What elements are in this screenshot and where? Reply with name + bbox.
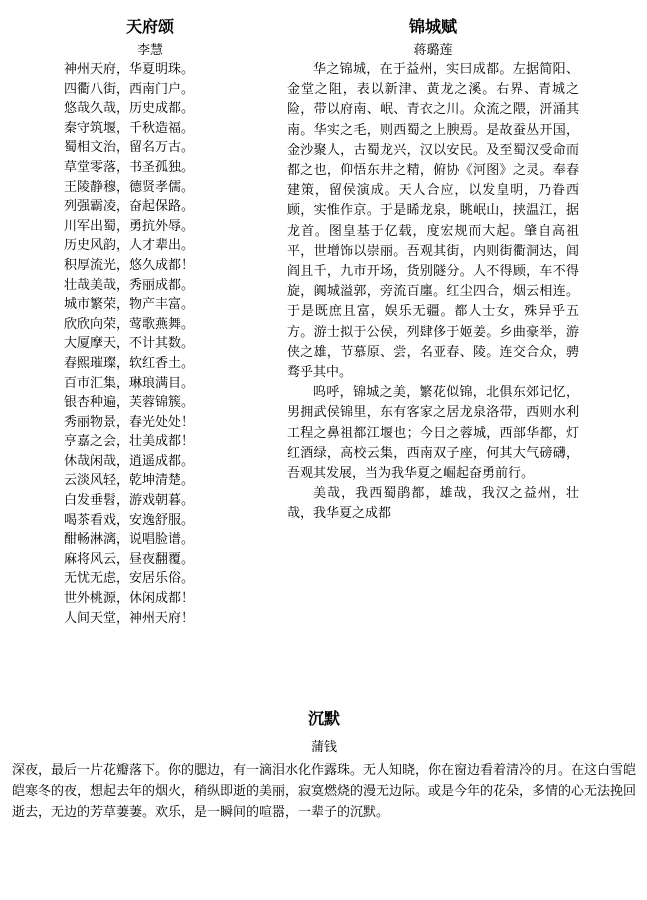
poem-line: 麻将风云，昼夜翻覆。 [64, 551, 195, 567]
poem-author: 蒋璐莲 [413, 43, 453, 58]
poem-tianfu [58, 16, 248, 628]
poem-line: 喝茶看戏，安逸舒服。 [64, 512, 195, 528]
poem-paragraph: 呜呼，锦城之美，繁花似锦，北俱东郊记忆，男拥武侯锦里，东有客家之居龙泉洛带，西则水利工程之鼻祖都江堰也；今日之蓉城，西部华都，灯红酒绿，高校云集，西南双子座，何其大气磅礴，吾观其发展，当为我华夏之崛起奋勇前行。 [287, 385, 579, 482]
poem-jincheng [287, 16, 579, 525]
poem-line: 蜀相文治，留名万古。 [64, 140, 195, 156]
poem-line: 休哉闲哉，逍遥成都。 [64, 453, 195, 469]
poem-line: 酣畅淋漓，说唱脸谱。 [64, 532, 195, 548]
prose-chenmo [12, 708, 636, 823]
poem-title: 天府颂 [125, 17, 174, 36]
poem-line: 四衢八街，西南门户。 [64, 81, 195, 97]
poem-line: 欣欣向荣，莺歌燕舞。 [64, 316, 195, 332]
poem-line: 草堂零落，书圣孤独。 [64, 159, 195, 175]
poem-line: 列强霸凌，奋起保路。 [64, 199, 195, 215]
poem-line: 城市繁荣，物产丰富。 [64, 297, 195, 313]
poem-line: 秦守筑堰，千秋造福。 [64, 120, 195, 136]
poem-line: 春熙璀璨，软红香土。 [64, 355, 195, 371]
poem-author: 李慧 [136, 43, 163, 58]
poem-line: 银杏种遍，芙蓉锦簇。 [64, 395, 195, 411]
poem-line: 壮哉美哉，秀丽成都。 [64, 277, 195, 293]
poem-line: 积厚流光，悠久成都！ [64, 257, 195, 273]
prose-title: 沉默 [307, 709, 340, 728]
poem-line: 秀丽物景，春光处处！ [64, 414, 195, 430]
poem-line: 无忧无虑，安居乐俗。 [64, 571, 195, 587]
prose-paragraph: 深夜，最后一片花瓣落下。你的腮边，有一滴泪水化作露珠。无人知晓，你在窗边看着清冷的月。在这白雪皑皑寒冬的夜，想起去年的烟火，稍纵即逝的美丽，寂寞燃烧的漫无边际。或是今年的花朵，多情的心无法挽回逝去，无边的芳草萋萋。欢乐，是一瞬间的喧嚣，一辈子的沉默。 [12, 763, 637, 820]
poem-line: 世外桃源，休闲成都！ [64, 591, 195, 607]
poem-paragraph: 美哉，我西蜀鹃都，雄哉，我汉之益州，壮哉，我华夏之成都 [287, 486, 579, 522]
poem-line: 百市汇集，琳琅满目。 [64, 375, 195, 391]
poem-line: 王陵静穆，德贤孝儒。 [64, 179, 195, 195]
poem-line: 白发垂髫，游戏朝暮。 [64, 493, 195, 509]
poem-paragraph: 华之锦城，在于益州，实曰成都。左据简阳、金堂之阻，表以新津、黄龙之溪。右界、青城之险，带以府南、岷、青衣之川。众流之隈，汧涌其南。华实之毛，则西蜀之上腴焉。是故蚕丛开国，金沙聚人，古蜀龙兴，汉以安民。及至蜀汉受命而都之也，仰悟东井之精，俯协《河图》之灵。奉春建策，留侯演成。天人合应，以发皇明，乃眷西顾，实惟作京。于是睎龙泉，眺岷山，挟温江，据龙首。图皇基于亿载，度宏规而大起。肇自高祖平，世增饰以崇丽。吾观其街，内则街衢洞达，闾阎且千，九市开场，货别隧分。人不得顾，车不得旋，阗城溢郭，旁流百廛。红尘四合，烟云相连。于是既庶且富，娱乐无疆。都人士女，殊异乎五方。游士拟于公侯，列肆侈于姬姜。乡曲豪举，游侠之雄，节慕原、尝，名亚春、陵。连交合众，骋骛乎其中。 [287, 62, 579, 381]
poem-line: 神州天府，华夏明珠。 [64, 62, 195, 77]
poem-title: 锦城赋 [408, 17, 457, 36]
poem-line: 亨嘉之会，壮美成都！ [64, 434, 195, 450]
poem-line: 人间天堂，神州天府！ [64, 610, 195, 626]
prose-author: 蒲钱 [310, 740, 337, 755]
poem-line: 大厦摩天，不计其数。 [64, 336, 195, 352]
poem-line: 川军出蜀，勇抗外辱。 [64, 218, 195, 234]
poem-line: 悠哉久哉，历史成都。 [64, 101, 195, 117]
poem-line: 云淡风轻，乾坤清楚。 [64, 473, 195, 489]
poem-line: 历史风韵，人才辈出。 [64, 238, 195, 254]
